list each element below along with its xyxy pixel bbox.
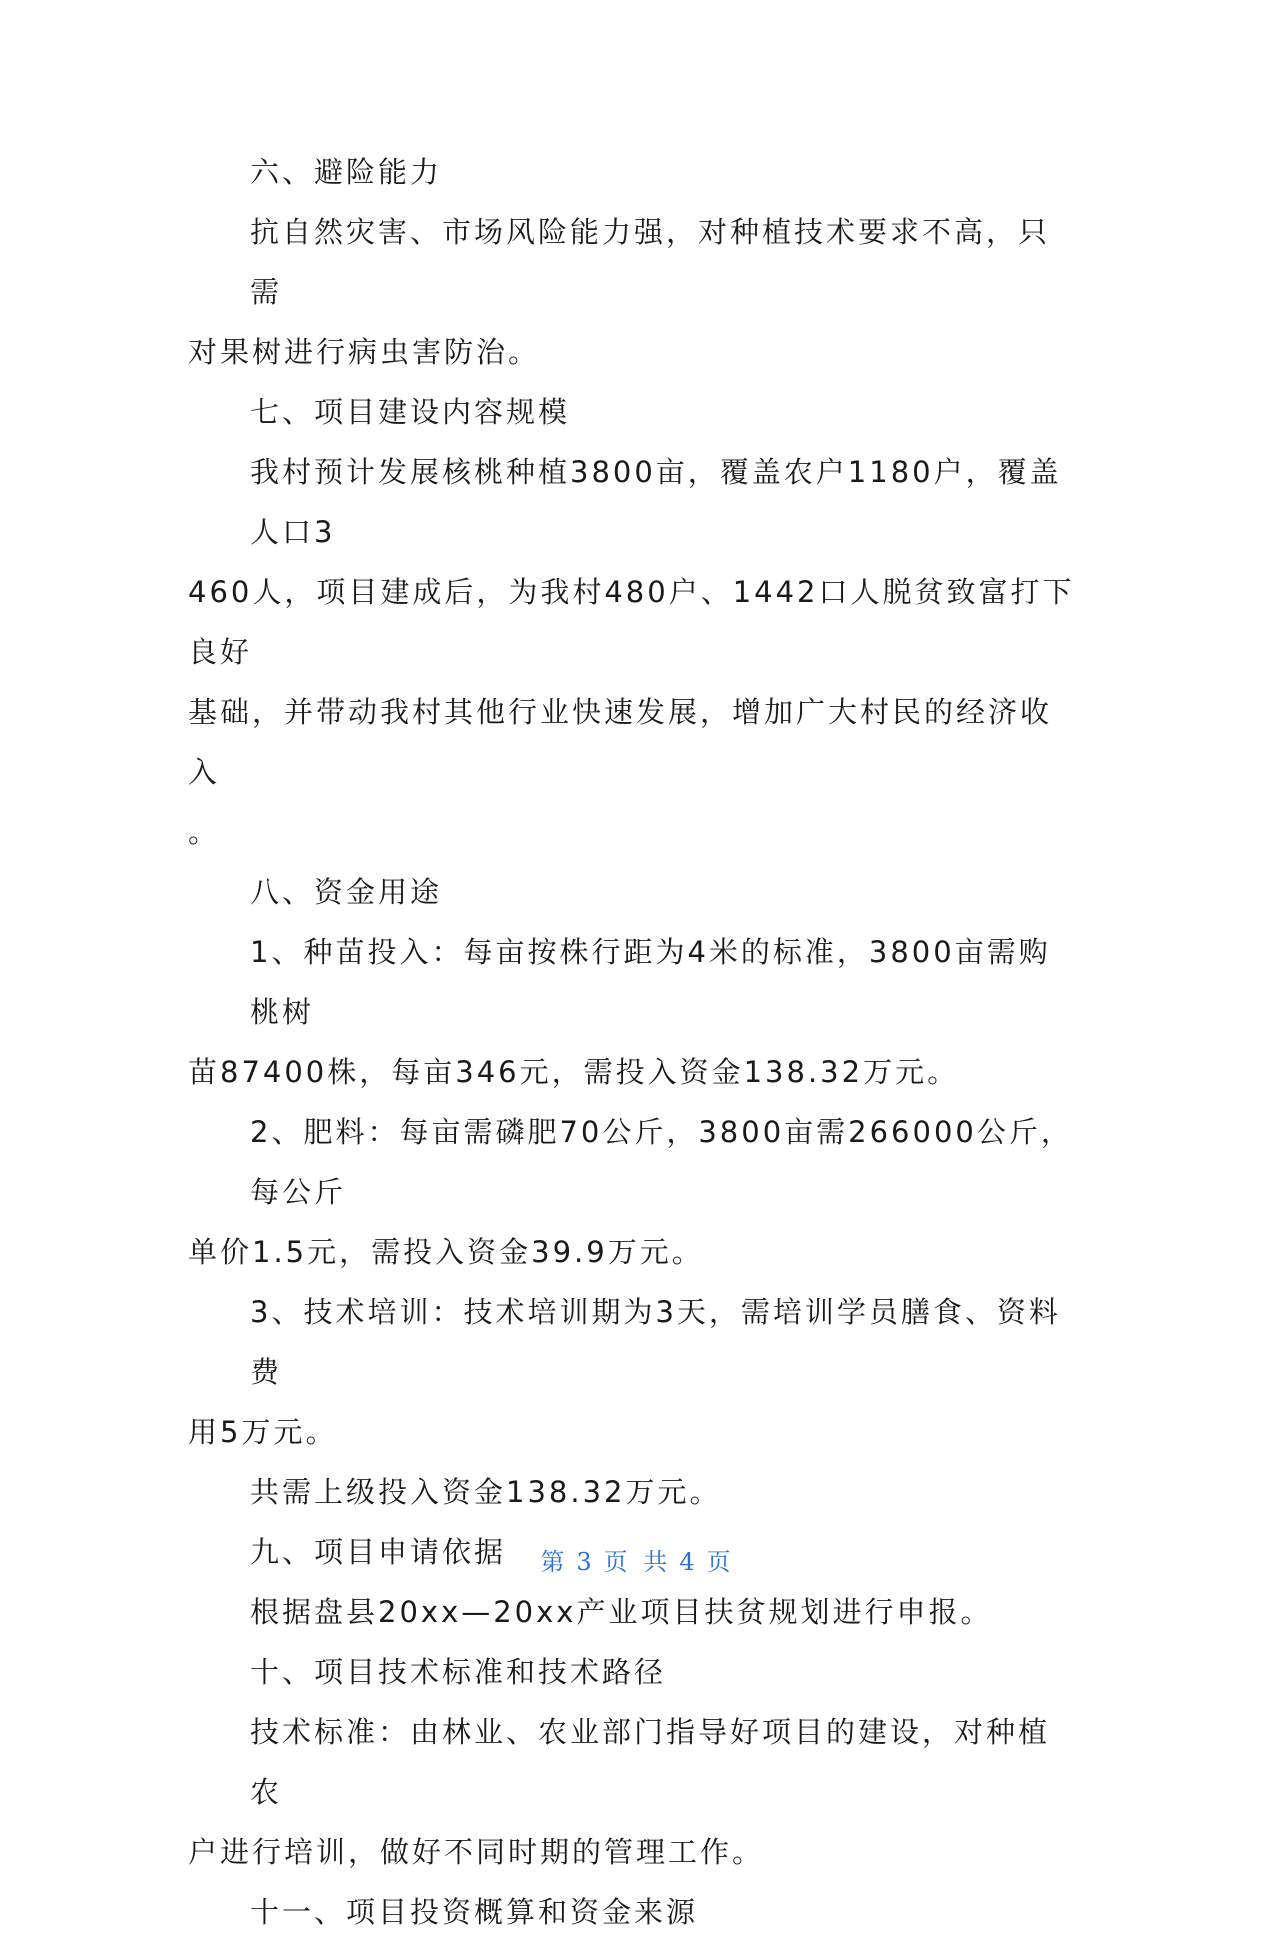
text-line: 八、资金用途 bbox=[250, 875, 443, 909]
paragraph-total-funding bbox=[250, 1462, 1078, 1522]
text-line: 基础，并带动我村其他行业快速发展，增加广大村民的经济收入 bbox=[188, 695, 1053, 789]
text-line: 抗自然灾害、市场风险能力强，对种植技术要求不高，只需 bbox=[250, 215, 1051, 309]
text-line: 十一、项目投资概算和资金来源 bbox=[250, 1895, 699, 1929]
section-heading-11 bbox=[250, 1882, 1078, 1942]
text-line: 技术标准：由林业、农业部门指导好项目的建设，对种植农 bbox=[250, 1715, 1051, 1809]
paragraph-project-scale bbox=[188, 442, 1078, 862]
paragraph-risk-resistance bbox=[188, 202, 1078, 382]
text-line: 我村预计发展核桃种植3800亩，覆盖农户1180户，覆盖人口3 bbox=[250, 455, 1062, 549]
document-body bbox=[188, 142, 1078, 1942]
text-line: 2、肥料：每亩需磷肥70公斤，3800亩需266000公斤，每公斤 bbox=[250, 1115, 1073, 1209]
text-line: 1、种苗投入：每亩按株行距为4米的标准，3800亩需购桃树 bbox=[250, 935, 1051, 1029]
text-line: 对果树进行病虫害防治。 bbox=[188, 335, 541, 369]
footer-suffix: 页 bbox=[706, 1548, 735, 1576]
paragraph-technical-training bbox=[188, 1282, 1078, 1462]
text-line: 根据盘县20xx—20xx产业项目扶贫规划进行申报。 bbox=[250, 1595, 993, 1629]
text-line: 共需上级投入资金138.32万元。 bbox=[250, 1475, 722, 1509]
total-page-number: 4 bbox=[679, 1548, 699, 1576]
footer-middle: 页 共 bbox=[603, 1548, 672, 1576]
footer-prefix: 第 bbox=[540, 1548, 569, 1576]
text-line: 七、项目建设内容规模 bbox=[250, 395, 571, 429]
text-line: 六、避险能力 bbox=[250, 155, 443, 189]
text-line: 户进行培训，做好不同时期的管理工作。 bbox=[188, 1835, 765, 1869]
paragraph-application-basis bbox=[250, 1582, 1078, 1642]
text-line: 十、项目技术标准和技术路径 bbox=[250, 1655, 667, 1689]
current-page-number: 3 bbox=[576, 1548, 596, 1576]
text-line: 九、项目申请依据 bbox=[250, 1535, 507, 1569]
page-footer bbox=[0, 1542, 1275, 1577]
text-line: 460人，项目建成后，为我村480户、1442口人脱贫致富打下良好 bbox=[188, 575, 1075, 669]
paragraph-fertilizer bbox=[188, 1102, 1078, 1282]
text-line: 用5万元。 bbox=[188, 1415, 338, 1449]
text-line: 3、技术培训：技术培训期为3天，需培训学员膳食、资料费 bbox=[250, 1295, 1061, 1389]
paragraph-technical-standard bbox=[188, 1702, 1078, 1882]
text-line: 苗87400株，每亩346元，需投入资金138.32万元。 bbox=[188, 1055, 960, 1089]
section-heading-10 bbox=[250, 1642, 1078, 1702]
section-heading-6 bbox=[250, 142, 1078, 202]
text-line: 单价1.5元，需投入资金39.9万元。 bbox=[188, 1235, 704, 1269]
section-heading-8 bbox=[250, 862, 1078, 922]
text-line: 。 bbox=[188, 815, 221, 849]
section-heading-7 bbox=[250, 382, 1078, 442]
paragraph-seedling-investment bbox=[188, 922, 1078, 1102]
